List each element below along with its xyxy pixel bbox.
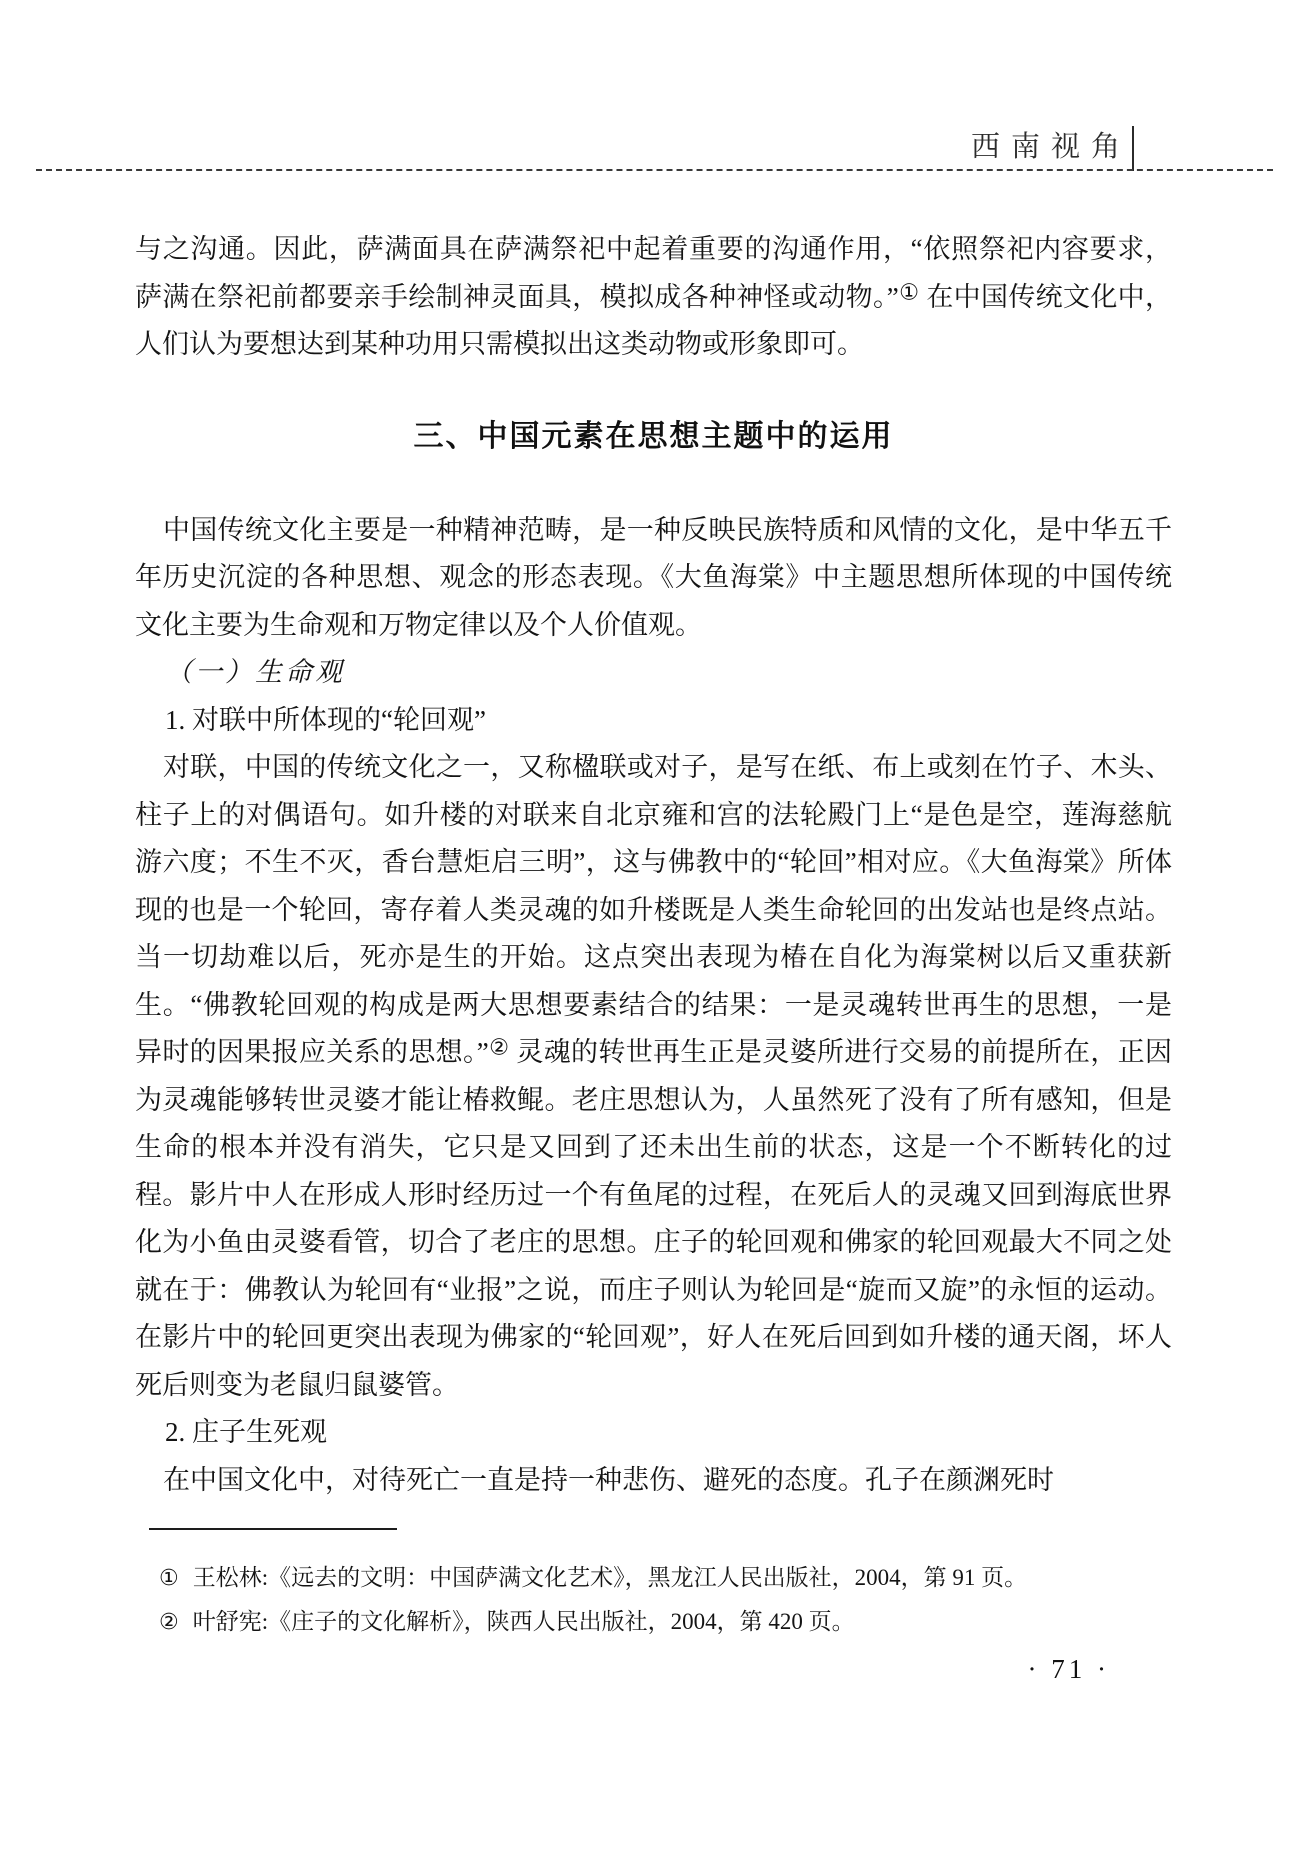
section-heading: 三、中国元素在思想主题中的运用 [413,419,894,453]
paragraph-death-view: 在中国文化中，对待死亡一直是持一种悲伤、避死的态度。孔子在颜渊死时 [163,1464,1054,1495]
footnotes [135,1556,1172,1644]
footnote-separator-rule [149,1528,397,1530]
footnote-1-number: ① [159,1566,179,1591]
footnote-2 [135,1600,1172,1644]
subheading-zhuangzi: 2. 庄子生死观 [165,1417,327,1447]
footnote-1-text: 王松林:《远去的文明：中国萨满文化艺术》，黑龙江人民出版社，2004，第 91 页。 [192,1565,1028,1590]
footnote-marker-2: ② [488,1034,510,1061]
footnote-marker-1: ① [898,278,920,305]
page-number: · 71 · [1027,1654,1110,1684]
footnote-2-number: ② [159,1610,179,1635]
paragraph-couplet [135,744,1172,1409]
header-vertical-bar [1132,126,1134,171]
paragraph-opening [135,226,1172,369]
paragraph-intro: 中国传统文化主要是一种精神范畴，是一种反映民族特质和风情的文化，是中华五千年历史沉淀的各种思想、观念的形态表现。《大鱼海棠》中主题思想所体现的中国传统文化主要为生命观和万物定律以及个人价值观。 [135,514,1172,640]
paragraph-couplet-text: 对联，中国的传统文化之一，又称楹联或对子，是写在纸、布上或刻在竹子、木头、柱子上的对偶语句。如升楼的对联来自北京雍和宫的法轮殿门上“是色是空，莲海慈航游六度；不生不灭，香台慧炬启三明”，这与佛教中的“轮回”相对应。《大鱼海棠》所体现的也是一个轮回，寄存着人类灵魂的如升楼既是人类生命轮回的出发站也是终点站。当一切劫难以后，死亦是生的开始。这点突出表现为椿在自化为海棠树以后又重获新生。“佛教轮回观的构成是两大思想要素结合的结果：一是灵魂转世再生的思想，一是异时的因果报应关系的思想。” [135,752,1172,1067]
running-header-title: 西南视角 [970,131,1131,163]
text-column [135,226,1172,1684]
footnote-2-text: 叶舒宪:《庄子的文化解析》，陕西人民出版社，2004，第 420 页。 [192,1609,855,1634]
paragraph-couplet-text-cont: 灵魂的转世再生正是灵婆所进行交易的前提所在，正因为灵魂能够转世灵婆才能让椿救鲲。老庄思想认为，人虽然死了没有了所有感知，但是生命的根本并没有消失，它只是又回到了还未出生前的状态，这是一个不断转化的过程。影片中人在形成人形时经历过一个有鱼尾的过程，在死后人的灵魂又回到海底世界化为小鱼由灵婆看管，切合了老庄的思想。庄子的轮回观和佛家的轮回观最大不同之处就在于：佛教认为轮回有“业报”之说，而庄子则认为轮回是“旋而又旋”的永恒的运动。在影片中的轮回更突出表现为佛家的“轮回观”，好人在死后回到如升楼的通天阁，坏人死后则变为老鼠归鼠婆管。 [135,1037,1172,1400]
footnote-1 [135,1556,1172,1600]
paragraph-opening-text: 与之沟通。因此，萨满面具在萨满祭祀中起着重要的沟通作用，“依照祭祀内容要求，萨满在祭祀前都要亲手绘制神灵面具，模拟成各种神怪或动物。” [135,234,1172,312]
paragraph-opening-text-cont: 在中国传统文化中，人们认为要想达到某种功用只需模拟出这类动物或形象即可。 [135,281,1172,359]
subheading-life-view: （一）生命观 [165,657,345,687]
header-dashed-rule [36,169,1273,171]
subheading-couplet: 1. 对联中所体现的“轮回观” [165,704,486,735]
